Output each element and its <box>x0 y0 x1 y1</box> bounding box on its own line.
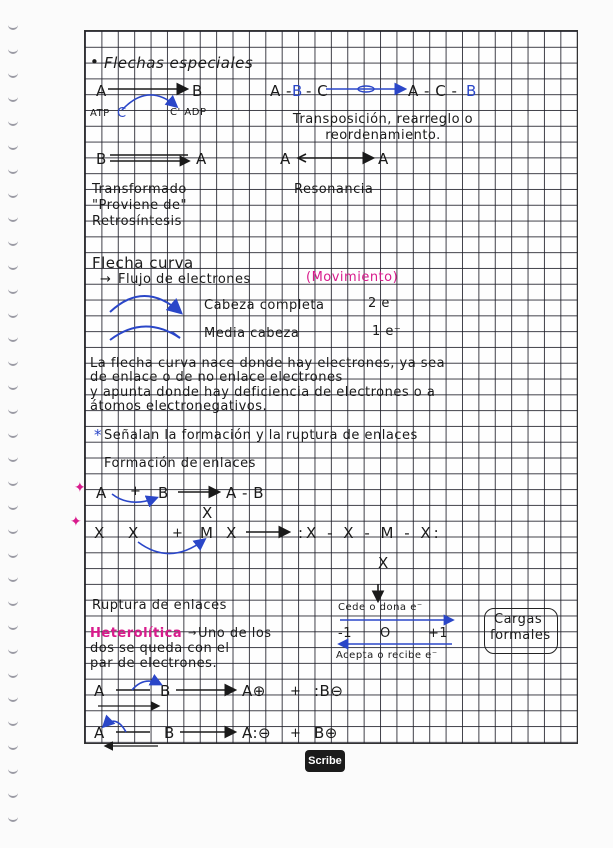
bullet-icon: • <box>90 53 100 71</box>
c-prime-adp-label: C' ADP <box>170 107 207 118</box>
halogen-x2: X <box>128 524 139 542</box>
eq1-right: B <box>192 82 203 100</box>
full-head-curve-arrow <box>110 296 180 312</box>
formation-b: B <box>158 484 169 502</box>
movement-label: (Movimiento) <box>306 270 399 285</box>
heterolytic-desc-3: par de electrones. <box>90 656 218 671</box>
eq2-result-b: B <box>466 82 477 100</box>
formation-product-2: :X - X - M - X: <box>298 524 442 542</box>
formation-plus-2: + <box>172 526 184 541</box>
rupture2-plus: + <box>290 726 302 741</box>
eq2-result-a: A - C - <box>408 82 458 100</box>
half-head-value: 1 e⁻ <box>372 324 402 339</box>
eq2-a: A - <box>270 82 292 100</box>
scribe-logo: Scribe <box>305 750 345 772</box>
arrow-icon: → <box>188 628 197 639</box>
retrosintesis-label: Retrosíntesis <box>92 214 182 229</box>
rupture2-a: A <box>94 724 105 742</box>
rupture2-curve <box>104 721 126 732</box>
scale-zero: O <box>380 626 391 641</box>
halogen-x3: X <box>226 524 237 542</box>
section-title-special-arrows: Flechas especiales <box>104 54 254 72</box>
rupture1-product-b: :B⊖ <box>314 682 344 700</box>
half-head-curve-arrow <box>110 326 180 340</box>
eq2-c: - C <box>306 82 329 100</box>
rupture1-b: B <box>160 682 171 700</box>
flow-arrow-icon: → <box>100 272 112 287</box>
para-line-4: átomos electronegativos. <box>90 399 268 414</box>
atp-label: ATP <box>90 108 110 119</box>
eq1-left: A <box>96 82 107 100</box>
formation-product: A - B <box>226 484 265 502</box>
heterolytic-desc-2: dos se queda con el <box>90 641 230 656</box>
halogen-x4: X <box>202 504 213 522</box>
c-label: C <box>117 106 127 121</box>
halogen-x5: X <box>378 554 389 572</box>
formation-plus: + <box>130 484 142 499</box>
rupture1-curve <box>132 681 160 690</box>
note-bonds: Señalan la formación y la ruptura de enlaces <box>104 428 418 443</box>
rupture2-product-b: B⊕ <box>314 724 338 742</box>
halogen-x1: X <box>94 524 105 542</box>
transposition-note: Transposición, rearreglo o reordenamiento. <box>292 112 474 143</box>
formation-curve-2 <box>138 540 204 554</box>
rupture1-product-a: A⊕ <box>242 682 266 700</box>
section-title-bond-formation: Formación de enlaces <box>104 456 256 471</box>
rupture1-a: A <box>94 682 105 700</box>
para-line-1: La flecha curva nace donde hay electrones, ya sea <box>90 356 446 371</box>
scale-plus-one: +1 <box>428 626 449 641</box>
heterolytic-label: Heterolítica <box>90 626 183 641</box>
eq3-left: B <box>96 150 107 168</box>
para-line-2: de enlace o de no enlace electrones <box>90 370 343 385</box>
eq3-right: A <box>196 150 207 168</box>
half-head-label: Media cabeza <box>204 326 300 341</box>
metal-m: M <box>200 524 214 542</box>
rupture2-product-a: A:⊖ <box>242 724 272 742</box>
electron-flow-label: Flujo de electrones <box>118 272 251 287</box>
formal-charges-label-1: Cargas <box>494 612 543 627</box>
rupture2-b: B <box>164 724 175 742</box>
eq2-b: B <box>292 82 303 100</box>
heterolytic-desc-1: Uno de los <box>198 626 272 641</box>
proviene-label: "Proviene de" <box>92 198 188 213</box>
asterisk-icon: * <box>94 426 102 444</box>
formation-curve <box>112 494 156 502</box>
rupture1-plus: + <box>290 684 302 699</box>
section-title-bond-breaking: Ruptura de enlaces <box>92 598 227 613</box>
para-line-3: y apunta donde hay deficiencia de electrones o a <box>90 385 436 400</box>
pink-marker-icon-2: ✦ <box>70 514 82 530</box>
formal-charges-label-2: formales <box>490 628 551 643</box>
eq4-left: A <box>280 150 291 168</box>
formation-a: A <box>96 484 107 502</box>
transformed-label: Transformado <box>92 182 187 197</box>
atp-curve-arrow <box>122 95 176 110</box>
eq4-right: A <box>378 150 389 168</box>
full-head-value: 2 e⁻ <box>368 296 398 311</box>
donate-label: Cede o dona e⁻ <box>338 602 423 613</box>
resonance-label: Resonancia <box>294 182 374 197</box>
full-head-label: Cabeza completa <box>204 298 325 313</box>
scale-minus-one: -1 <box>338 626 352 641</box>
section-title-curved-arrow: Flecha curva <box>92 254 194 272</box>
accept-label: Acepta o recibe e⁻ <box>336 650 438 661</box>
pink-marker-icon: ✦ <box>74 480 86 496</box>
